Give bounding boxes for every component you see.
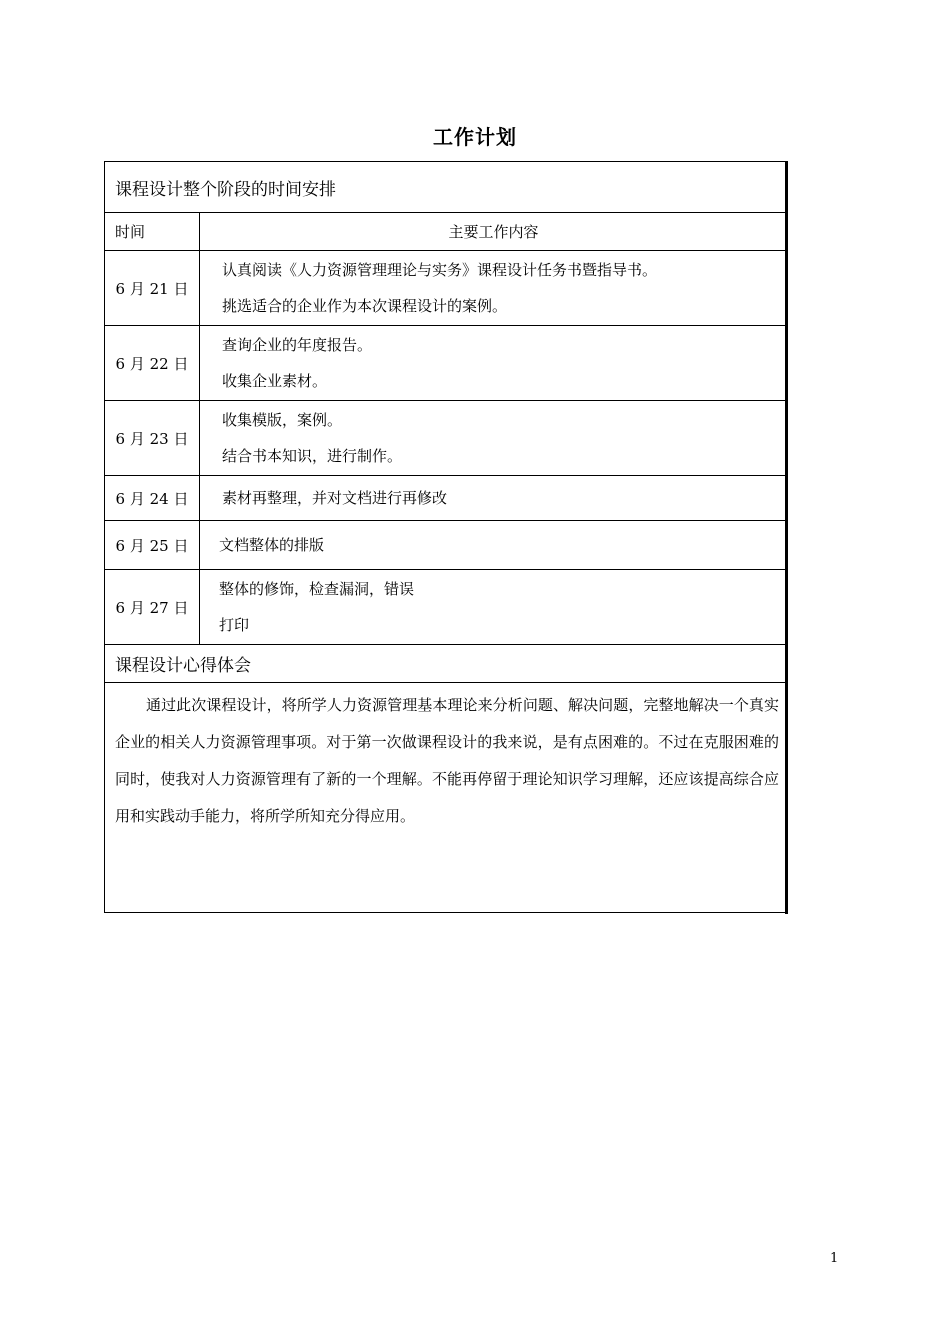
column-header-content: 主要工作内容: [200, 213, 788, 251]
task-item: 打印: [219, 616, 250, 634]
task-item: 文档整体的排版: [219, 536, 325, 554]
row-content: [200, 476, 788, 521]
task-item: 结合书本知识，进行制作。: [222, 447, 403, 465]
task-item: 素材再整理，并对文档进行再修改: [222, 489, 448, 507]
row-content: [200, 251, 788, 326]
work-plan-table: [104, 161, 787, 913]
row-date: 6 月 24 日: [105, 476, 200, 521]
table-row: [105, 476, 788, 521]
task-item: 认真阅读《人力资源管理理论与实务》课程设计任务书暨指导书。: [222, 261, 658, 279]
task-item: 收集企业素材。: [222, 372, 328, 390]
row-date: 6 月 25 日: [105, 521, 200, 570]
table-row: [105, 570, 788, 645]
table-row: [105, 521, 788, 570]
task-item: 整体的修饰，检查漏洞，错误: [219, 580, 415, 598]
schedule-section-title: 课程设计整个阶段的时间安排: [105, 162, 788, 213]
row-content: [200, 570, 788, 645]
row-date: 6 月 21 日: [105, 251, 200, 326]
row-date: 6 月 23 日: [105, 401, 200, 476]
task-item: 查询企业的年度报告。: [222, 336, 373, 354]
table-row: [105, 401, 788, 476]
reflection-body: [105, 683, 788, 913]
row-content: [200, 521, 788, 570]
task-item: 挑选适合的企业作为本次课程设计的案例。: [222, 297, 508, 315]
table-row: [105, 251, 788, 326]
row-content: [200, 401, 788, 476]
column-header-time: 时间: [105, 213, 200, 251]
reflection-section-title: 课程设计心得体会: [105, 645, 788, 683]
table-row: [105, 326, 788, 401]
row-date: 6 月 22 日: [105, 326, 200, 401]
page-title: 工作计划: [433, 125, 517, 149]
page-number: 1: [830, 1251, 839, 1266]
task-item: 收集模版，案例。: [222, 411, 343, 429]
row-date: 6 月 27 日: [105, 570, 200, 645]
row-content: [200, 326, 788, 401]
table-shadow-border: [785, 161, 788, 914]
reflection-paragraph: 通过此次课程设计，将所学人力资源管理基本理论来分析问题、解决问题，完整地解决一个真实企业的相关人力资源管理事项。对于第一次做课程设计的我来说，是有点困难的。不过在克服困难的同时，使我对人力资源管理有了新的一个理解。不能再停留于理论知识学习理解，还应该提高综合应用和实践动手能力，将所学所知充分得应用。: [115, 696, 779, 825]
